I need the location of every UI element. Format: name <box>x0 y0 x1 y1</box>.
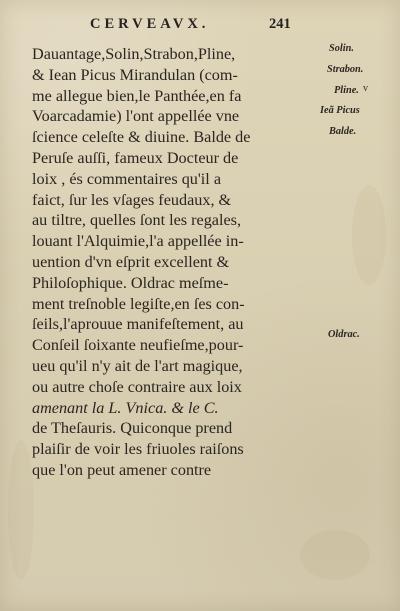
text-line: loix , és commentaires qu'il a <box>32 169 222 188</box>
margin-note-iean-picus: Ieã Picus <box>320 105 360 116</box>
text-line: ment treſnoble legiſte,en ſes con- <box>32 294 245 313</box>
text-line: me allegue bien,le Panthée,en fa <box>32 86 242 105</box>
text-line: ou autre choſe contraire aux loix <box>32 377 242 396</box>
text-line: Philoſophique. Oldrac meſme- <box>32 273 229 292</box>
body-text <box>32 44 322 481</box>
margin-note-strabon: Strabon. <box>327 64 364 75</box>
text-line: que l'on peut amener contre <box>32 460 212 479</box>
text-line: louant l'Alquimie,l'a appellée in- <box>32 232 244 251</box>
text-line: Voarcadamie) l'ont appellée vne <box>32 107 240 126</box>
paper-stain <box>300 530 370 580</box>
margin-note-pline: Pline. <box>334 85 359 96</box>
margin-note-balde: Balde. <box>329 126 357 137</box>
text-line: Conſeil ſoixante neufieſme,pour- <box>32 336 244 355</box>
text-line: faict, ſur les vſages feudaux, & <box>32 190 232 209</box>
paper-stain <box>8 440 34 580</box>
paper-stain <box>352 185 386 285</box>
running-head: CERVEAVX. <box>90 16 210 32</box>
text-line: de Theſauris. Quiconque prend <box>32 419 233 438</box>
text-line: Dauantage,Solin,Strabon,Pline, <box>32 45 236 63</box>
text-line: ſeils,l'aprouue manifeſtement, au <box>32 315 244 334</box>
text-line: plaiſir de voir les friuoles raiſons <box>32 440 244 459</box>
text-line: & Iean Picus Mirandulan (com- <box>32 65 238 84</box>
text-line: amenant la L. Vnica. & le C. <box>32 398 219 417</box>
page-header <box>0 16 400 40</box>
text-line: ſcience celeſte & diuine. Balde de <box>32 128 251 147</box>
text-line: Peruſe auſſi, fameux Docteur de <box>32 148 239 167</box>
page-number: 241 <box>269 16 291 32</box>
margin-note-solin: Solin. <box>329 43 354 54</box>
margin-note-oldrac: Oldrac. <box>328 329 360 340</box>
small-marginal-mark: v <box>363 83 368 94</box>
text-line: au tiltre, quelles ſont les regales, <box>32 211 242 230</box>
text-line: ueu qu'il n'y ait de l'art magique, <box>32 356 243 375</box>
text-line: uention d'vn eſprit excellent & <box>32 252 230 271</box>
